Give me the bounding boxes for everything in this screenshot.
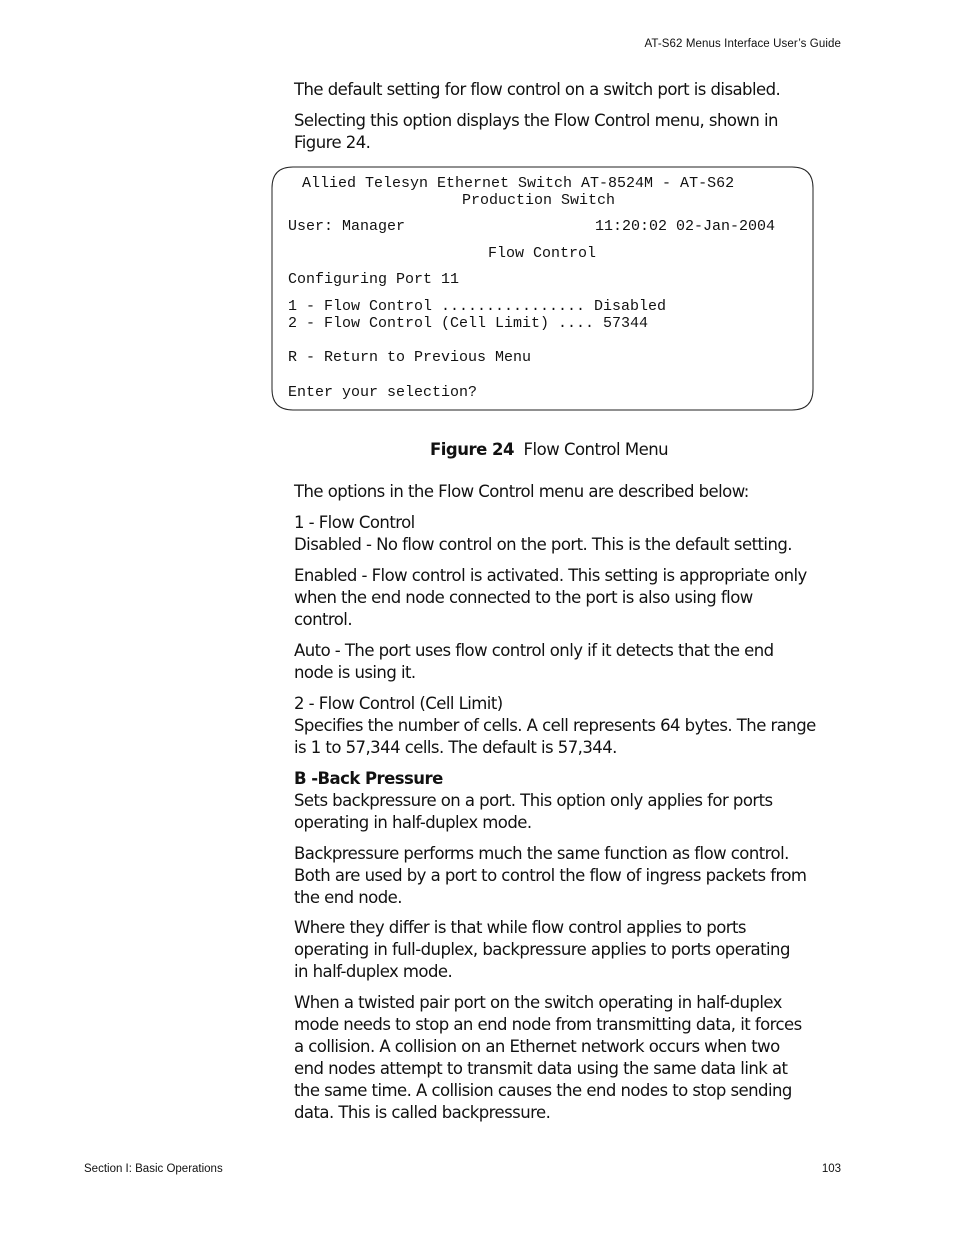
text-line: Figure 24. — [294, 133, 371, 152]
text-line: is 1 to 57,344 cells. The default is 57,344. — [294, 738, 617, 757]
text-line: the same time. A collision causes the end nodes to stop sending — [294, 1081, 792, 1100]
terminal-menu-title: Flow Control — [488, 245, 597, 262]
text-line: Both are used by a port to control the flow of ingress packets from — [294, 866, 807, 885]
text-line: When a twisted pair port on the switch operating in half-duplex — [294, 993, 782, 1012]
terminal-title-line-2: Production Switch — [462, 192, 616, 209]
intro-paragraph-1 — [294, 79, 814, 101]
auto-paragraph — [294, 640, 814, 684]
collision-paragraph — [294, 992, 814, 1124]
text-line: node is using it. — [294, 663, 416, 682]
footer-section: Section I: Basic Operations — [84, 1163, 223, 1175]
text-line: Specifies the number of cells. A cell represents 64 bytes. The range — [294, 716, 816, 735]
text-line: Backpressure performs much the same function as flow control. — [294, 844, 789, 863]
text-line: mode needs to stop an end node from transmitting data, it forces — [294, 1015, 802, 1034]
text-line: when the end node connected to the port is also using flow — [294, 588, 753, 607]
option-heading: 1 - Flow Control — [294, 513, 415, 532]
text-line: operating in full-duplex, backpressure applies to ports operating — [294, 940, 790, 959]
text-line: Auto - The port uses flow control only if it detects that the end — [294, 641, 774, 660]
text-line: end nodes attempt to transmit data using the same data link at — [294, 1059, 788, 1078]
text-line: operating in half-duplex mode. — [294, 813, 532, 832]
terminal-configuring: Configuring Port 11 — [288, 271, 460, 288]
text-line: Selecting this option displays the Flow Control menu, shown in — [294, 111, 778, 130]
differ-paragraph — [294, 917, 814, 983]
intro-paragraph-2 — [294, 110, 814, 154]
options-intro — [294, 481, 814, 503]
running-header: AT-S62 Menus Interface User’s Guide — [644, 38, 841, 50]
terminal-option-2: 2 - Flow Control (Cell Limit) .... 57344 — [288, 315, 649, 332]
figure-caption — [430, 440, 668, 459]
text-line: The options in the Flow Control menu are described below: — [294, 482, 749, 501]
option-heading: 2 - Flow Control (Cell Limit) — [294, 694, 503, 713]
enabled-paragraph — [294, 565, 814, 631]
text-line: Disabled - No flow control on the port. This is the default setting. — [294, 535, 792, 554]
text-line: a collision. A collision on an Ethernet network occurs when two — [294, 1037, 780, 1056]
figure-label: Figure 24 — [430, 440, 515, 459]
option-heading: B -Back Pressure — [294, 769, 443, 788]
terminal-prompt: Enter your selection? — [288, 384, 478, 401]
text-line: The default setting for flow control on a switch port is disabled. — [294, 80, 781, 99]
text-line: data. This is called backpressure. — [294, 1103, 551, 1122]
text-line: control. — [294, 610, 353, 629]
terminal-user: User: Manager — [288, 218, 406, 235]
backpressure-paragraph — [294, 843, 814, 909]
text-line: Enabled - Flow control is activated. This setting is appropriate only — [294, 566, 807, 585]
text-line: Where they differ is that while flow control applies to ports — [294, 918, 746, 937]
terminal-title-line-1: Allied Telesyn Ethernet Switch AT-8524M - AT-S62 — [302, 175, 735, 192]
terminal-return-option: R - Return to Previous Menu — [288, 349, 532, 366]
terminal-option-1: 1 - Flow Control ................ Disabled — [288, 298, 667, 315]
text-line: in half-duplex mode. — [294, 962, 453, 981]
figure-title: Flow Control Menu — [523, 440, 669, 459]
cell-limit-section — [294, 693, 814, 759]
page-number: 103 — [821, 1163, 841, 1175]
text-line: the end node. — [294, 888, 402, 907]
text-line: Sets backpressure on a port. This option only applies for ports — [294, 791, 773, 810]
back-pressure-section — [294, 768, 814, 834]
terminal-datetime: 11:20:02 02-Jan-2004 — [595, 218, 776, 235]
flow-control-section — [294, 512, 814, 556]
